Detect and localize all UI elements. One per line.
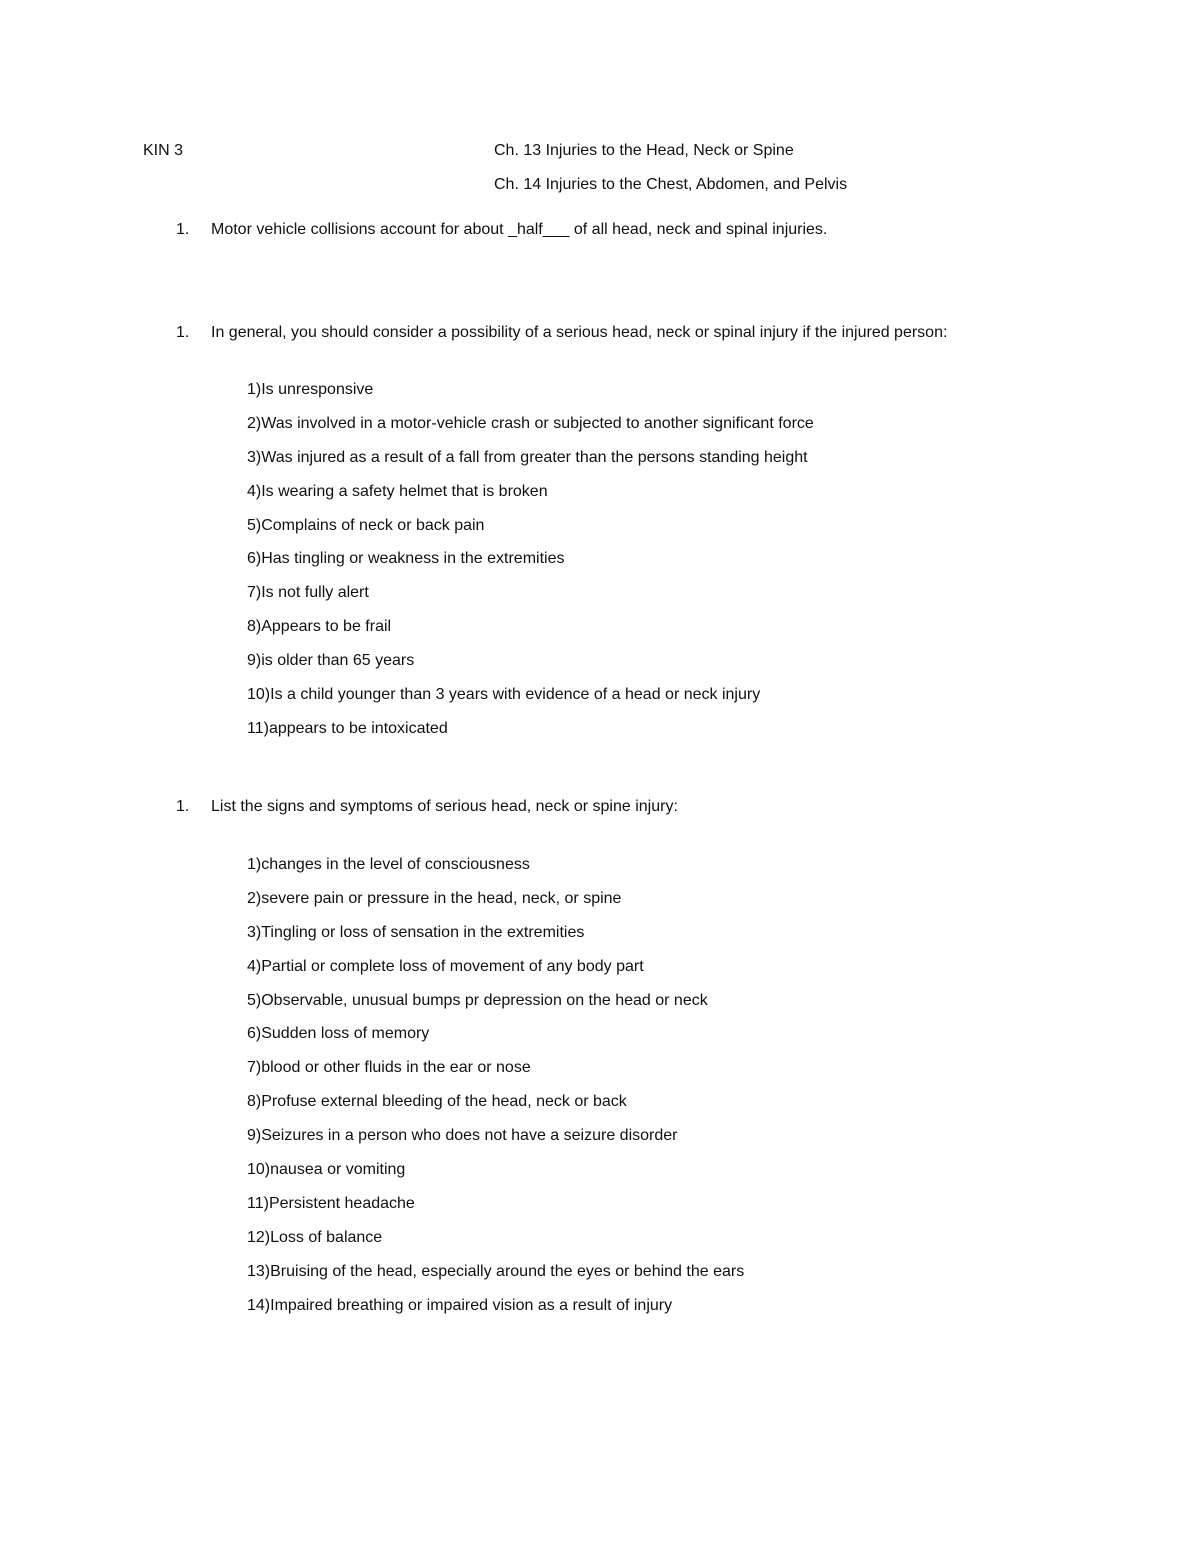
list-item: 7)blood or other fluids in the ear or nose bbox=[247, 1059, 531, 1077]
list-item: 9)Seizures in a person who does not have a seizure disorder bbox=[247, 1127, 678, 1145]
chapter-title-14: Ch. 14 Injuries to the Chest, Abdomen, and Pelvis bbox=[494, 176, 848, 193]
list-item: 6)Sudden loss of memory bbox=[247, 1025, 430, 1043]
question-number: 1. bbox=[176, 798, 190, 815]
question-text: Motor vehicle collisions account for about _half___ of all head, neck and spinal injuries. bbox=[211, 221, 828, 238]
list-item: 7)Is not fully alert bbox=[247, 584, 369, 602]
list-item: 2)Was involved in a motor-vehicle crash or subjected to another significant force bbox=[247, 414, 814, 432]
list-item: 8)Profuse external bleeding of the head, neck or back bbox=[247, 1093, 627, 1111]
list-item: 3)Was injured as a result of a fall from greater than the persons standing height bbox=[247, 448, 808, 466]
list-item: 1)Is unresponsive bbox=[247, 381, 374, 398]
list-item: 8)Appears to be frail bbox=[247, 618, 392, 636]
list-item: 6)Has tingling or weakness in the extremities bbox=[247, 550, 565, 568]
list-item: 4)Partial or complete loss of movement of any body part bbox=[247, 957, 644, 975]
list-item: 4)Is wearing a safety helmet that is broken bbox=[247, 482, 548, 500]
question-number: 1. bbox=[176, 324, 190, 341]
list-item: 13)Bruising of the head, especially around the eyes or behind the ears bbox=[247, 1262, 745, 1280]
list-item: 11)appears to be intoxicated bbox=[247, 719, 448, 737]
list-item: 10)Is a child younger than 3 years with evidence of a head or neck injury bbox=[247, 686, 761, 704]
question-number: 1. bbox=[176, 221, 190, 238]
list-item: 10)nausea or vomiting bbox=[247, 1161, 406, 1179]
list-item: 14)Impaired breathing or impaired vision as a result of injury bbox=[247, 1296, 673, 1314]
chapter-title-13: Ch. 13 Injuries to the Head, Neck or Spine bbox=[494, 142, 794, 159]
course-code: KIN 3 bbox=[143, 142, 184, 159]
question-text: In general, you should consider a possibility of a serious head, neck or spinal injury if the injured person: bbox=[211, 324, 948, 341]
list-item: 11)Persistent headache bbox=[247, 1194, 415, 1212]
list-item: 1)changes in the level of consciousness bbox=[247, 856, 530, 873]
list-item: 2)severe pain or pressure in the head, neck, or spine bbox=[247, 889, 622, 907]
list-item: 9)is older than 65 years bbox=[247, 652, 415, 670]
list-item: 5)Complains of neck or back pain bbox=[247, 516, 485, 534]
answer-list bbox=[247, 855, 744, 1329]
answer-list bbox=[247, 380, 814, 753]
list-item: 12)Loss of balance bbox=[247, 1228, 383, 1246]
list-item: 5)Observable, unusual bumps pr depression on the head or neck bbox=[247, 991, 708, 1009]
question-text: List the signs and symptoms of serious head, neck or spine injury: bbox=[211, 798, 678, 815]
list-item: 3)Tingling or loss of sensation in the extremities bbox=[247, 923, 585, 941]
